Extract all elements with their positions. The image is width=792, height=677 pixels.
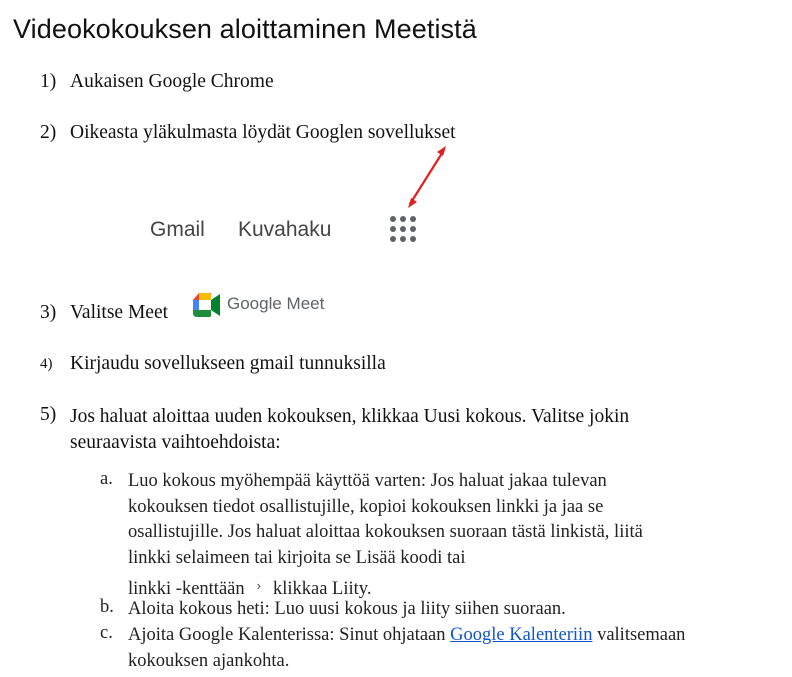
step-number: 2) [40, 122, 57, 143]
option-letter: c. [100, 623, 113, 643]
red-arrow-icon [400, 140, 450, 212]
apps-grid-icon[interactable] [388, 214, 422, 248]
option-text-line: Luo kokous myöhempää käyttöä varten: Jos haluat jakaa tulevan [128, 471, 607, 491]
step-text-line: seuraavista vaihtoehdoista: [70, 432, 281, 453]
step-text: Aukaisen Google Chrome [70, 71, 274, 92]
step-number: 4) [40, 356, 53, 372]
gmail-link[interactable]: Gmail [150, 218, 205, 241]
google-meet-label: Google Meet [227, 294, 325, 313]
google-meet-logo [193, 292, 333, 320]
option-letter: a. [100, 469, 113, 489]
option-text: klikkaa Liity. [272, 579, 372, 599]
option-letter: b. [100, 597, 114, 617]
option-text-line: linkki selaimeen tai kirjoita se Lisää koodi tai [128, 547, 466, 568]
option-text: Aloita kokous heti: Luo uusi kokous ja liity siihen suoraan. [128, 599, 566, 619]
step-number: 3) [40, 302, 57, 323]
step-number: 1) [40, 71, 57, 92]
images-link[interactable]: Kuvahaku [238, 218, 332, 241]
option-text: Ajoita Google Kalenterissa: Sinut ohjataan [128, 625, 451, 645]
google-calendar-link[interactable]: Google Kalenteriin [450, 625, 593, 645]
step-number: 5) [40, 404, 57, 425]
page-title: Videokokouksen aloittaminen Meetistä [13, 14, 477, 44]
chevron-right-icon: › [256, 578, 261, 593]
option-text: valitsemaan [592, 625, 686, 645]
step-text: Kirjaudu sovellukseen gmail tunnuksilla [70, 353, 386, 374]
step-text: Oikeasta yläkulmasta löydät Googlen sovellukset [70, 122, 456, 143]
option-text: linkki -kenttään [128, 579, 245, 599]
option-text-line: kokouksen tiedot osallistujille, kopioi kokouksen linkki ja jaa se [128, 496, 604, 517]
option-text-line: osallistujille. Jos haluat aloittaa kokouksen suoraan tästä linkistä, liitä [128, 522, 643, 542]
step-text-line: Jos haluat aloittaa uuden kokouksen, klikkaa Uusi kokous. Valitse jokin [70, 406, 630, 427]
google-meet-icon [193, 293, 221, 317]
step-text: Valitse Meet [70, 302, 169, 323]
option-text-line: kokouksen ajankohta. [128, 650, 290, 671]
